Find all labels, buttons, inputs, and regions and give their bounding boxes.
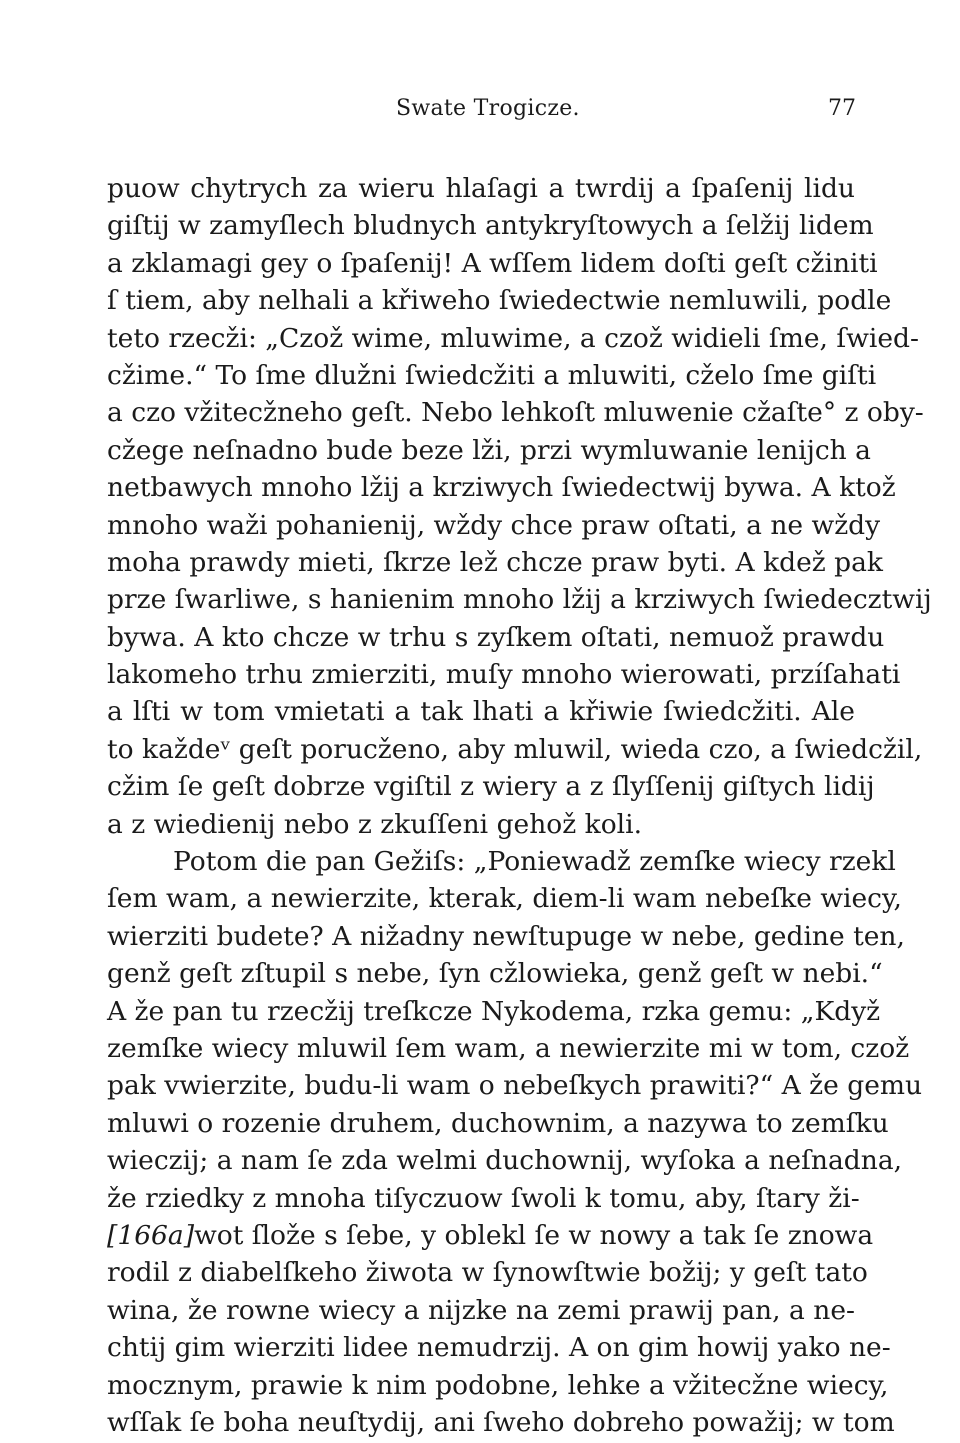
text-line: wſſak ſe boha neuſtydij, ani ſweho dobreho powažij; w tom [107, 1406, 895, 1438]
text-line: wina, že rowne wiecy a nijzke na zemi prawij pan, a ne- [107, 1294, 855, 1326]
text-line: teto rzecži: „Czož wime, mluwime, a czož widieli ſme, ſwied- [107, 322, 919, 354]
text-line: a zklamagi gey o ſpaſenij! A wſſem lidem doſti geſt cžiniti [107, 247, 878, 279]
text-line: mnoho waži pohanienij, wždy chce praw oſtati, a ne wždy [107, 509, 881, 541]
text-line: wierziti budete? A nižadny newſtupuge w nebe, gedine ten, [107, 920, 905, 952]
text-line: puow chytrych za wieru hlaſagi a twrdij a ſpaſenij lidu [107, 173, 855, 204]
text-line: lakomeho trhu zmierziti, muſy mnoho wierowati, przíſahati [107, 659, 901, 691]
text-line: giſtij w zamyſlech bludnych antykryſtowych a ſelžij lidem [107, 210, 874, 242]
text-line: moha prawdy mieti, ſkrze lež chcze praw byti. A kdež pak [107, 546, 883, 578]
text-line: ſem wam, a newierzite, kterak, diem-li wam nebeſke wiecy, [107, 883, 902, 915]
text-line: genž geſt zſtupil s nebe, ſyn cžlowieka, genž geſt w nebi.“ [107, 958, 883, 990]
text-line-with-ref [107, 1217, 874, 1254]
text-line: že rziedky z mnoha tiſyczuow ſwoli k tomu, aby, ſtary ži- [107, 1182, 860, 1214]
text-line: prze ſwarliwe, s hanienim mnoho lžij a krziwych ſwiedecztwij [107, 584, 932, 616]
paragraph-start-line: Potom die pan Gežiſs: „Poniewadž zemſke wiecy rzekl [173, 846, 896, 878]
text-line: wieczij; a nam ſe zda welmi duchownij, wyſoka a neſnadna, [107, 1145, 903, 1177]
body-text [107, 170, 932, 1441]
text-line: netbawych mnoho lžij a krziwych ſwiedectwij bywa. A ktož [107, 472, 896, 504]
text-line: rodil z diabelſkeho žiwota w ſynowſtwie božij; y geſt tato [107, 1257, 868, 1289]
text-line-content: wot ſlože s ſebe, y oblekl ſe w nowy a tak ſe znowa [194, 1219, 874, 1251]
manuscript-folio-ref: [166a] [107, 1219, 195, 1251]
text-line: mluwi o rozenie druhem, duchownim, a nazywa to zemſku [107, 1107, 889, 1139]
running-head [0, 90, 960, 130]
text-line: chtij gim wierziti lidee nemudrzij. A on gim howij yako ne- [107, 1332, 891, 1364]
text-line: cžim ſe geſt dobrze vgiſtil z wiery a z ſlyſſenij giſtych lidij [107, 771, 875, 803]
text-line: ſ tiem, aby nelhali a křiweho ſwiedectwie nemluwili, podle [107, 285, 892, 317]
text-line: mocznym, prawie k nim podobne, lehke a vžitecžne wiecy, [107, 1369, 889, 1401]
text-line: a z wiedienij nebo z zkuſſeni gehož koli. [107, 808, 643, 840]
page-number: 77 [828, 96, 856, 121]
text-line: A že pan tu rzecžij treſkcze Nykodema, rzka gemu: „Když [107, 995, 881, 1027]
text-line: zemſke wiecy mluwil ſem wam, a newierzite mi w tom, czož [107, 1032, 910, 1064]
running-title: Swate Trogicze. [396, 96, 580, 121]
text-line: cžime.“ To ſme dlužni ſwiedcžiti a mluwiti, cželo ſme giſti [107, 359, 877, 391]
text-line: cžege neſnadno bude beze lži, przi wymluwanie lenijch a [107, 434, 871, 466]
text-line: a czo vžitecžneho geſt. Nebo lehkoſt mluwenie cžaſte° z oby- [107, 397, 924, 429]
text-line: a lſti w tom vmietati a tak lhati a křiwie ſwiedcžiti. Ale [107, 696, 855, 728]
text-line: to každeᵛ geſt porucženo, aby mluwil, wieda czo, a ſwiedcžil, [107, 733, 923, 765]
text-line: pak vwierzite, budu-li wam o nebeſkych prawiti?“ A že gemu [107, 1070, 923, 1102]
text-line: bywa. A kto chcze w trhu s zyſkem oſtati, nemuož prawdu [107, 621, 885, 653]
